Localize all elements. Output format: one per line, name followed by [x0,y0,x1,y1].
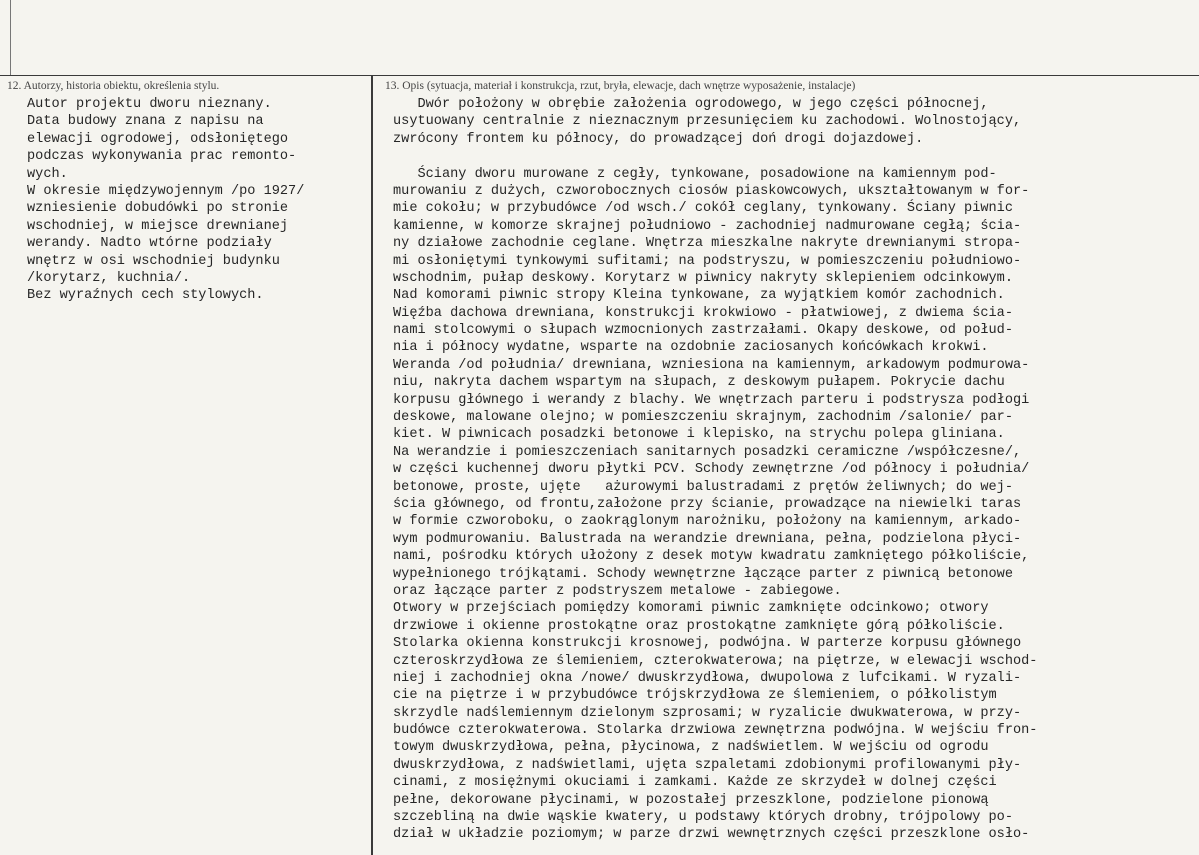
typed-line: pełne, dekorowane płycinami, w pozostałej przeszklone, podzielone pionową [393,792,989,808]
typed-line: wschodniej, w miejsce drewnianej [27,218,289,234]
column-divider [371,75,373,855]
typed-line: wschodnim, pułap deskowy. Korytarz w piwnicy nakryty sklepieniem odcinkowym. [393,270,1013,286]
typed-line: cie na piętrze i w przybudówce trójskrzydłowa ze ślemieniem, o półkolistym [393,688,997,704]
typed-line: nia i północy wydatne, wsparte na ozdobnie zaciosanych końcówkach krokwi. [393,340,989,356]
typed-line: towym dwuskrzydłowa, pełna, płycinowa, z nadświetlem. W wejściu od ogrodu [393,740,989,756]
authors-history-text [27,96,304,305]
typed-line: elewacji ogrodowej, odsłoniętego [27,131,289,147]
typed-line: skrzydle nadślemiennym dzielonym szprosami; w ryzalicie dwukwaterowa, w przy- [393,705,1022,721]
typed-line: wym podmurowaniu. Balustrada na werandzie drewniana, pełna, podzielona płyci- [393,531,1022,547]
typed-line: betonowe, proste, ujęte ażurowymi balustradami z prętów żeliwnych; do wej- [393,479,1013,495]
typed-line: niej i zachodniej okna /nowe/ dwuskrzydłowa, dwupolowa z lufcikami. W ryzali- [393,670,1022,686]
typed-line: nami, pośrodku których ułożony z desek motyw kwadratu zamkniętego półkoliście, [393,549,1030,565]
typed-line [393,148,1037,165]
typed-line: kamienne, w komorze skrajnej południowo - zachodniej nadmurowane cegłą; ścia- [393,218,1022,234]
typed-line: Dwór położony w obrębie założenia ogrodowego, w jego części północnej, [393,97,989,112]
left-margin-rule [10,0,11,75]
section-12-header: 12. Autorzy, historia obiektu, określenia stylu. [7,80,220,92]
typed-line: w części kuchennej dworu płytki PCV. Schody zewnętrzne /od północy i południa/ [393,462,1030,478]
typed-line: dwuskrzydłowa, z nadświetlami, ujęta szpaletami zdobionymi profilowanymi pły- [393,757,1022,773]
typed-line: szczebliną na dwie wąskie kwatery, u podstawy których drobny, trójpolowy po- [393,810,1013,826]
typed-line: drzwiowe i okienne prostokątne oraz prostokątne zamknięte górą półkoliście. [393,618,1005,634]
typed-line: /korytarz, kuchnia/. [27,270,191,286]
typed-line: Na werandzie i pomieszczeniach sanitarnych posadzki ceramiczne /współczesne/, [393,444,1022,460]
typed-line: mie cokołu; w przybudówce /od wsch./ cokół ceglany, tynkowany. Ściany piwnic [393,201,1013,217]
typed-line: w formie czworoboku, o zaokrąglonym narożniku, położony na kamiennym, arkado- [393,514,1022,530]
typed-line: Stolarka okienna konstrukcji krosnowej, podwójna. W parterze korpusu głównego [393,636,1022,652]
typed-line: Bez wyraźnych cech stylowych. [27,288,264,304]
typed-line: wnętrz w osi wschodniej budynku [27,253,280,269]
typed-line: korpusu głównego i werandy z blachy. We wnętrzach parteru i podstrysza podłogi [393,392,1030,408]
typed-line: oraz łączące parter z podstryszem metalowe - zabiegowe. [393,583,842,599]
typed-line: Weranda /od południa/ drewniana, wzniesiona na kamiennym, arkadowym podmurowa- [393,357,1030,373]
typed-line: niu, nakryta dachem wspartym na słupach, z deskowym pułapem. Pokrycie dachu [393,375,1005,391]
typed-line: Nad komorami piwnic stropy Kleina tynkowane, za wyjątkiem komór zachodnich. [393,288,1005,304]
typed-line: mi osłoniętymi tynkowymi sufitami; na podstryszu, w pomieszczeniu południowo- [393,253,1022,269]
typed-line: W okresie międzywojennym /po 1927/ [27,183,305,199]
form-top-divider [0,75,1199,76]
section-13-header: 13. Opis (sytuacja, materiał i konstrukcja, rzut, bryła, elewacje, dach wnętrze wyposażenie, instalacje) [385,80,856,92]
typed-line: ny działowe zachodnie ceglane. Wnętrza mieszkalne nakryte drewnianymi stropa- [393,236,1022,252]
typed-line: deskowe, malowane olejno; w pomieszczeniu skrajnym, zachodnim /salonie/ par- [393,410,1013,426]
typed-line: podczas wykonywania prac remonto- [27,149,297,165]
typed-line: wych. [27,166,68,182]
typed-line: nami stolcowymi o słupach wzmocnionych zastrzałami. Okapy deskowe, od połud- [393,323,1013,339]
typed-line: czteroskrzydłowa ze ślemieniem, czterokwaterowa; na piętrze, w elewacji wschod- [393,653,1038,669]
typed-line: Otwory w przejściach pomiędzy komorami piwnic zamknięte odcinkowo; otwory [393,601,989,617]
typed-line: werandy. Nadto wtórne podziały [27,236,272,252]
typed-line: wzniesienie dobudówki po stronie [27,201,289,217]
typed-line: budówce czterokwaterowa. Stolarka drzwiowa zewnętrzna podwójna. W wejściu fron- [393,723,1038,739]
typed-line: wypełnionego trójkątami. Schody wewnętrzne łączące parter z piwnicą betonowe [393,566,1013,582]
typed-line: dział w układzie poziomym; w parze drzwi wewnętrznych części przeszklone osło- [393,827,1030,843]
typed-line: Autor projektu dworu nieznany. [27,97,272,112]
typed-line: Data budowy znana z napisu na [27,114,264,130]
typed-line: zwrócony frontem ku północy, do prowadzącej doń drogi dojazdowej. [393,131,924,147]
typed-line: usytuowany centralnie z nieznacznym przesunięciem ku zachodowi. Wolnostojący, [393,114,1022,130]
typed-line: murowaniu z dużych, czworobocznych ciosów piaskowcowych, ukształtowanym w for- [393,183,1030,199]
typed-line: ścia głównego, od frontu,założone przy ścianie, prowadzące na niewielki taras [393,496,1022,512]
typed-line: cinami, z mosiężnymi okuciami i zamkami. Każde ze skrzydeł w dolnej części [393,775,997,791]
typed-line: Ściany dworu murowane z cegły, tynkowane, posadowione na kamiennym pod- [393,166,997,182]
description-text [393,96,1037,844]
typed-line: Więźba dachowa drewniana, konstrukcji krokwiowo - płatwiowej, z dwiema ścia- [393,305,1013,321]
typed-line: kiet. W piwnicach posadzki betonowe i klepisko, na strychu polepa gliniana. [393,427,1005,443]
